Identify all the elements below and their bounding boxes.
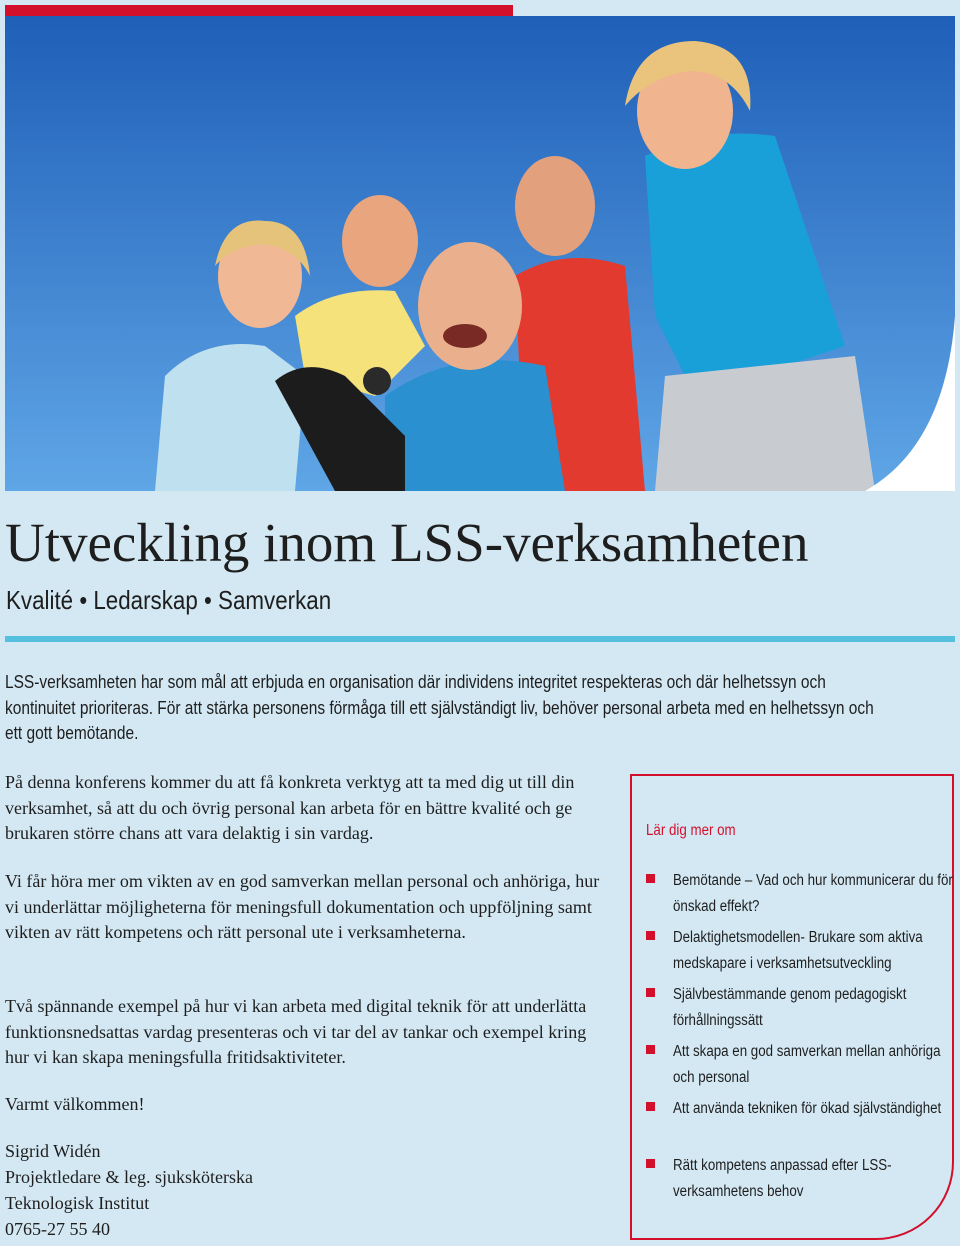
list-item-label: Delaktighetsmodellen- Brukare som aktiva medskapare i verksamhetsutveckling (673, 929, 923, 972)
top-accent-bar (5, 5, 513, 16)
body-paragraph-3: Två spännande exempel på hur vi kan arbeta med digital teknik för att underlätta funktionsnedsattas vardag presenteras och vi tar del av tankar och exempel kring hur vi kan skapa meningsfulla fritidsaktiviteter. (5, 996, 587, 1067)
body-paragraph-2: Vi får höra mer om vikten av en god samverkan mellan personal och anhöriga, hur vi underlättar möjligheterna för meningsfull dokumentation och uppföljning samt vikten av rätt kompetens och rätt personal ute i verksamheterna. (5, 871, 600, 942)
hero-photo (5, 16, 955, 491)
learn-more-box (630, 774, 954, 1240)
learn-more-heading: Lär dig mer om (646, 822, 736, 839)
body-paragraph-1: På denna konferens kommer du att få konkreta verktyg att ta med dig ut till din verksamhet, så att du och övrig personal kan arbeta för en bättre kvalité och ge brukaren större chans att vara delaktig i sin vardag. (5, 772, 575, 843)
square-bullet-icon (646, 931, 655, 940)
square-bullet-icon (646, 874, 655, 883)
square-bullet-icon (646, 1159, 655, 1168)
signature-name: Sigrid Widén (5, 1141, 101, 1161)
square-bullet-icon (646, 1102, 655, 1111)
square-bullet-icon (646, 988, 655, 997)
page-title: Utveckling inom LSS-verksamheten (5, 512, 809, 573)
lead-paragraph: LSS-verksamheten har som mål att erbjuda en organisation där individens integritet respekteras och där helhetssyn och kontinuitet prioriteras. För att stärka personens förmåga till ett självständigt liv, behöver personal arbeta med en helhetssyn och ett gott bemötande. (5, 672, 874, 743)
group-photo-illustration (5, 16, 955, 491)
list-item-label: Rätt kompetens anpassad efter LSS-verksamhetens behov (673, 1157, 892, 1200)
list-item-label: Självbestämmande genom pedagogiskt förhållningssätt (673, 986, 907, 1029)
signature-role: Projektledare & leg. sjuksköterska (5, 1167, 253, 1187)
signature-org: Teknologisk Institut (5, 1193, 150, 1213)
divider-rule (5, 636, 955, 642)
list-item-label: Bemötande – Vad och hur kommunicerar du för önskad effekt? (673, 872, 953, 915)
list-item-label: Att använda tekniken för ökad självständighet (673, 1100, 942, 1117)
page-subtitle: Kvalité • Ledarskap • Samverkan (6, 585, 332, 615)
welcome-text: Varmt välkommen! (5, 1094, 145, 1114)
list-item-label: Att skapa en god samverkan mellan anhöriga och personal (673, 1043, 941, 1086)
signature-phone: 0765-27 55 40 (5, 1219, 110, 1239)
square-bullet-icon (646, 1045, 655, 1054)
